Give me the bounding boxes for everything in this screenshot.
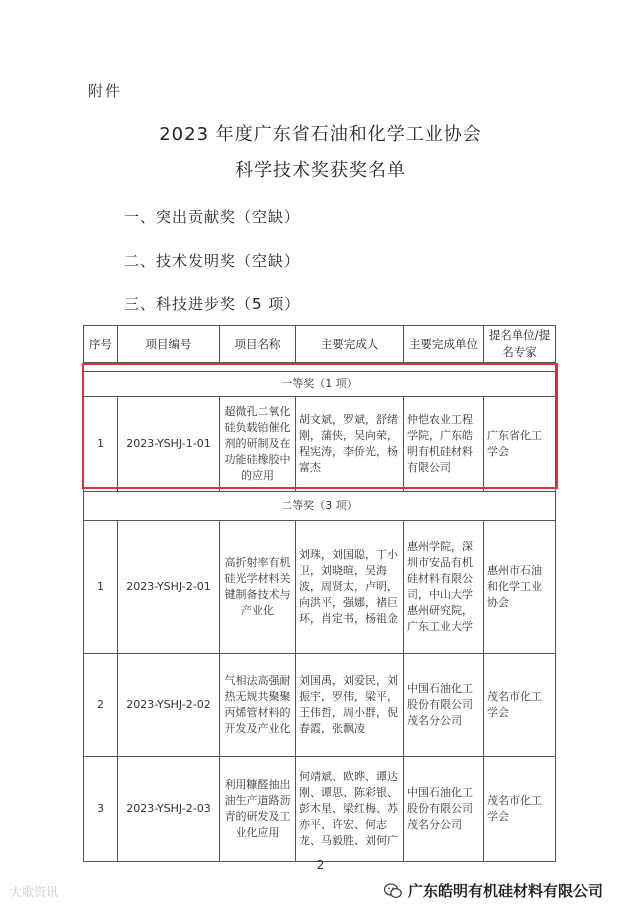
cell-people: 何靖斌、欧晔、谭达刚、谭思、陈彩银、彭木星、梁红梅、苏亦平、许宏、何志龙、马毅胜、刘何广 — [296, 757, 404, 862]
document-title-line2: 科学技术奖获奖名单 — [235, 160, 406, 181]
cell-nominator: 惠州市石油和化学工业协会 — [484, 521, 556, 654]
cell-code: 2023-YSHJ-2-02 — [118, 654, 220, 757]
cell-nominator: 广东省化工学会 — [484, 397, 556, 492]
cell-org: 中国石油化工股份有限公司茂名分公司 — [404, 757, 484, 862]
cell-people: 刘国禹，刘爱民，刘振宇，罗伟，梁平，王伟哲，周小群，倪春霞，张飘凌 — [296, 654, 404, 757]
cell-project-name: 气相法高强耐热无规共聚聚丙烯管材料的开发及产业化 — [220, 654, 296, 757]
cell-nominator: 茂名市化工学会 — [484, 757, 556, 862]
attachment-label: 附件 — [88, 82, 123, 100]
header-main-people: 主要完成人 — [296, 326, 404, 363]
page-number: 2 — [316, 858, 325, 872]
table-row — [84, 654, 556, 757]
cell-project-name: 高折射率有机硅光学材料关键制备技术与产业化 — [220, 521, 296, 654]
cell-index: 2 — [84, 654, 118, 757]
section-heading-3: 三、科技进步奖（5 项） — [124, 295, 301, 313]
table-row — [84, 757, 556, 862]
section-heading-2: 二、技术发明奖（空缺） — [124, 252, 301, 270]
cell-index: 1 — [84, 397, 118, 492]
cell-nominator: 茂名市化工学会 — [484, 654, 556, 757]
group-label-second-prize: 二等奖（3 项） — [84, 492, 556, 521]
cell-project-name: 超微孔二氧化硅负载铂催化剂的研制及在功能硅橡胶中的应用 — [220, 397, 296, 492]
cell-project-name: 利用糠醛抽出油生产道路沥青的研发及工业化应用 — [220, 757, 296, 862]
header-index: 序号 — [84, 326, 118, 363]
table-header-row — [84, 326, 556, 363]
section-heading-1: 一、突出贡献奖（空缺） — [124, 208, 301, 226]
table-row — [84, 521, 556, 654]
document-title-line1: 2023 年度广东省石油和化学工业协会 — [159, 124, 482, 145]
cell-code: 2023-YSHJ-2-03 — [118, 757, 220, 862]
cell-code: 2023-YSHJ-2-01 — [118, 521, 220, 654]
header-main-org: 主要完成单位 — [404, 326, 484, 363]
cell-org: 仲恺农业工程学院，广东皓明有机硅材料有限公司 — [404, 397, 484, 492]
group-row-second-prize — [84, 492, 556, 521]
cell-index: 1 — [84, 521, 118, 654]
first-prize-highlight-box — [82, 363, 558, 489]
cell-people: 胡文斌，罗斌，舒绪刚，蒲侠，吴向荣，程宪涛，李侨光，杨富杰 — [296, 397, 404, 492]
header-project-name: 项目名称 — [220, 326, 296, 363]
watermark-left: 大歌资讯 — [10, 885, 59, 899]
cell-org: 惠州学院，深圳市安品有机硅材料有限公司，中山大学惠州研究院，广东工业大学 — [404, 521, 484, 654]
wechat-icon — [384, 883, 402, 899]
cell-org: 中国石油化工股份有限公司茂名分公司 — [404, 654, 484, 757]
header-nominator: 提名单位/提名专家 — [484, 326, 556, 363]
watermark-right — [384, 880, 603, 901]
watermark-right-text: 广东皓明有机硅材料有限公司 — [408, 882, 604, 900]
header-code: 项目编号 — [118, 326, 220, 363]
cell-code: 2023-YSHJ-1-01 — [118, 397, 220, 492]
cell-people: 刘珠，刘国聪，丁小卫，刘晓暄，吴海波，周贤太，卢明，向洪平，强娜，褚巨环，肖定书，杨祖金 — [296, 521, 404, 654]
group-label-first-prize: 一等奖（1 项） — [84, 372, 556, 397]
cell-index: 3 — [84, 757, 118, 862]
